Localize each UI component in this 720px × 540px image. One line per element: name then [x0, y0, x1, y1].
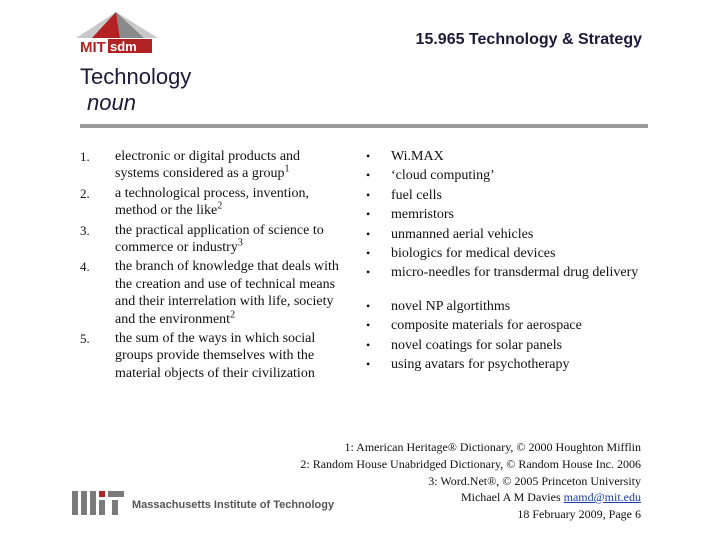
bullet-icon: • [366, 207, 371, 222]
reference-line: 3: Word.Net®, © 2005 Princeton University [428, 474, 641, 488]
example-text: fuel cells [391, 187, 442, 203]
footnote-ref: 2 [230, 309, 236, 320]
example-text: composite materials for aerospace [391, 318, 582, 334]
slide-title [80, 64, 191, 116]
bullet-icon: • [366, 149, 371, 163]
definition-item [80, 185, 345, 220]
example-item [366, 245, 656, 262]
example-text: biologics for medical devices [391, 246, 556, 262]
definition-number: 5. [80, 331, 90, 347]
footnote-ref: 1 [284, 163, 290, 175]
bullet-icon: • [366, 337, 371, 352]
definition-number: 3. [80, 222, 90, 238]
example-text: Wi.MAX [391, 149, 444, 164]
date-page: 18 February 2009, Page 6 [517, 507, 641, 521]
mit-footer-logo [72, 489, 342, 521]
svg-text:sdm: sdm [110, 39, 137, 54]
example-item [366, 148, 656, 165]
references [300, 439, 641, 490]
bullet-icon: • [366, 357, 371, 372]
example-text: novel NP algortithms [391, 298, 511, 314]
definition-text: electronic or digital products and systems considered as a group [115, 149, 301, 182]
example-text: memristors [391, 207, 454, 223]
example-text: ‘cloud computing’ [391, 168, 495, 184]
bullet-icon: • [366, 318, 371, 333]
author-line [461, 489, 641, 506]
example-item [366, 187, 656, 204]
example-text: unmanned aerial vehicles [391, 226, 534, 242]
course-title: 15.965 Technology & Strategy [415, 31, 642, 48]
reference-line: 1: American Heritage® Dictionary, © 2000 Houghton Mifflin [344, 440, 641, 454]
bullet-icon: • [366, 265, 371, 280]
definition-item [80, 222, 345, 257]
examples-list [366, 148, 656, 375]
definition-text: the branch of knowledge that deals with the creation and use of technical means and their interrelation with life, society and the environment [115, 259, 339, 327]
reference-line: 2: Random House Unabridged Dictionary, © Random House Inc. 2006 [300, 457, 641, 471]
example-item [366, 298, 656, 315]
example-item [366, 167, 656, 184]
definition-number: 1. [80, 149, 90, 164]
mitsdm-logo [72, 10, 162, 55]
example-item [366, 356, 656, 373]
definition-number: 2. [80, 185, 90, 201]
example-text: using avatars for psychotherapy [391, 357, 570, 373]
term: Technology [80, 64, 192, 89]
author-name: Michael A M Davies [460, 490, 561, 504]
definition-number: 4. [80, 259, 90, 275]
example-item [366, 264, 656, 281]
email-link[interactable]: mamd@mit.edu [563, 490, 641, 504]
bullet-icon: • [366, 168, 371, 183]
mit-icon [72, 489, 124, 517]
title-divider [80, 124, 648, 128]
part-of-speech: noun [87, 90, 136, 115]
bullet-icon: • [366, 187, 371, 202]
example-item [366, 226, 656, 243]
footnote-ref: 3 [237, 237, 243, 249]
definition-text: a technological process, invention, method or the like [115, 185, 309, 219]
example-item [366, 337, 656, 354]
definition-item [80, 258, 345, 328]
definition-text: the practical application of science to commerce or industry [115, 222, 324, 256]
example-item [366, 206, 656, 223]
definitions-list [80, 148, 345, 384]
definition-item [80, 330, 345, 382]
author-block [461, 489, 641, 523]
example-text: micro-needles for transdermal drug delivery [391, 265, 639, 281]
bullet-icon: • [366, 246, 371, 261]
footnote-ref: 2 [217, 200, 223, 212]
bullet-icon: • [366, 298, 371, 313]
bullet-icon: • [366, 226, 371, 241]
example-item [366, 317, 656, 334]
mit-wordmark: Massachusetts Institute of Technology [132, 499, 335, 511]
definition-text: the sum of the ways in which social groups provide themselves with the material objects of their civilization [115, 331, 316, 381]
definition-item [80, 148, 345, 183]
svg-text:MIT: MIT [80, 39, 106, 55]
example-text: novel coatings for solar panels [391, 337, 563, 353]
